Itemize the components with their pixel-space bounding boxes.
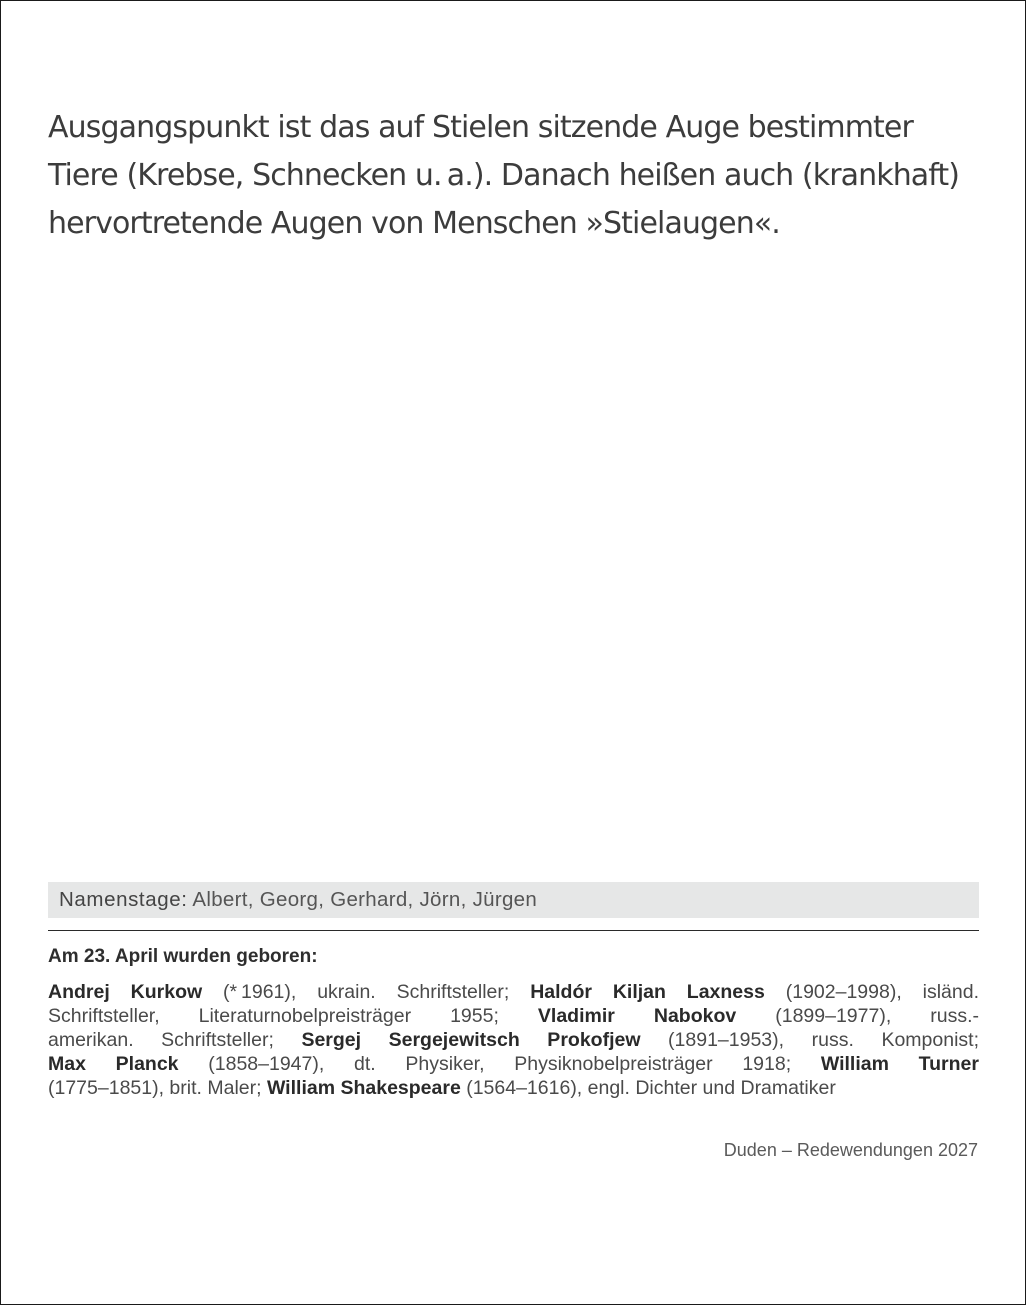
person-details: Schriftsteller, Literaturnobelpreisträger 1955; (48, 1005, 538, 1027)
person-details: (1564–1616), engl. Dichter und Dramatiker (460, 1077, 836, 1099)
born-line-2 (48, 1004, 979, 1028)
explanation-line-3: hervortretende Augen von Menschen »Stielaugen«. (48, 206, 780, 241)
explanation-line-1: Ausgangspunkt ist das auf Stielen sitzende Auge bestimmter (48, 110, 913, 145)
born-list (48, 980, 979, 1100)
namenstage-label: Namenstage: (59, 888, 188, 911)
person-details: (1858–1947), dt. Physiker, Physiknobelpreisträger 1918; (178, 1053, 821, 1075)
namenstage-names: Albert, Georg, Gerhard, Jörn, Jürgen (192, 888, 538, 911)
explanation-text (48, 104, 988, 248)
person-details: (1899–1977), russ.- (736, 1005, 979, 1027)
person-details: amerikan. Schriftsteller; (48, 1029, 302, 1051)
person-details: (1775–1851), brit. Maler; (48, 1077, 267, 1099)
person-name: Sergej Sergejewitsch Prokofjew (301, 1029, 641, 1051)
born-heading: Am 23. April wurden geboren: (48, 946, 318, 967)
divider-line (48, 930, 979, 931)
person-details: (* 1961), ukrain. Schriftsteller; (202, 981, 531, 1003)
person-name: Haldór Kiljan Laxness (530, 981, 765, 1003)
born-line-3 (48, 1028, 979, 1052)
born-line-1 (48, 980, 979, 1004)
person-details: (1891–1953), russ. Komponist; (640, 1029, 979, 1051)
person-name: Vladimir Nabokov (537, 1005, 737, 1027)
person-name: William Shakespeare (266, 1077, 461, 1099)
person-name: Max Planck (48, 1053, 179, 1075)
footer-source: Duden – Redewendungen 2027 (723, 1140, 978, 1160)
explanation-line-2: Tiere (Krebse, Schnecken u. a.). Danach heißen auch (krankhaft) (48, 158, 960, 193)
person-details: (1902–1998), isländ. (764, 981, 979, 1003)
person-name: Andrej Kurkow (48, 981, 203, 1003)
namenstage-bar (48, 882, 979, 918)
born-line-5 (48, 1076, 979, 1100)
born-line-4 (48, 1052, 979, 1076)
person-name: William Turner (820, 1053, 979, 1075)
